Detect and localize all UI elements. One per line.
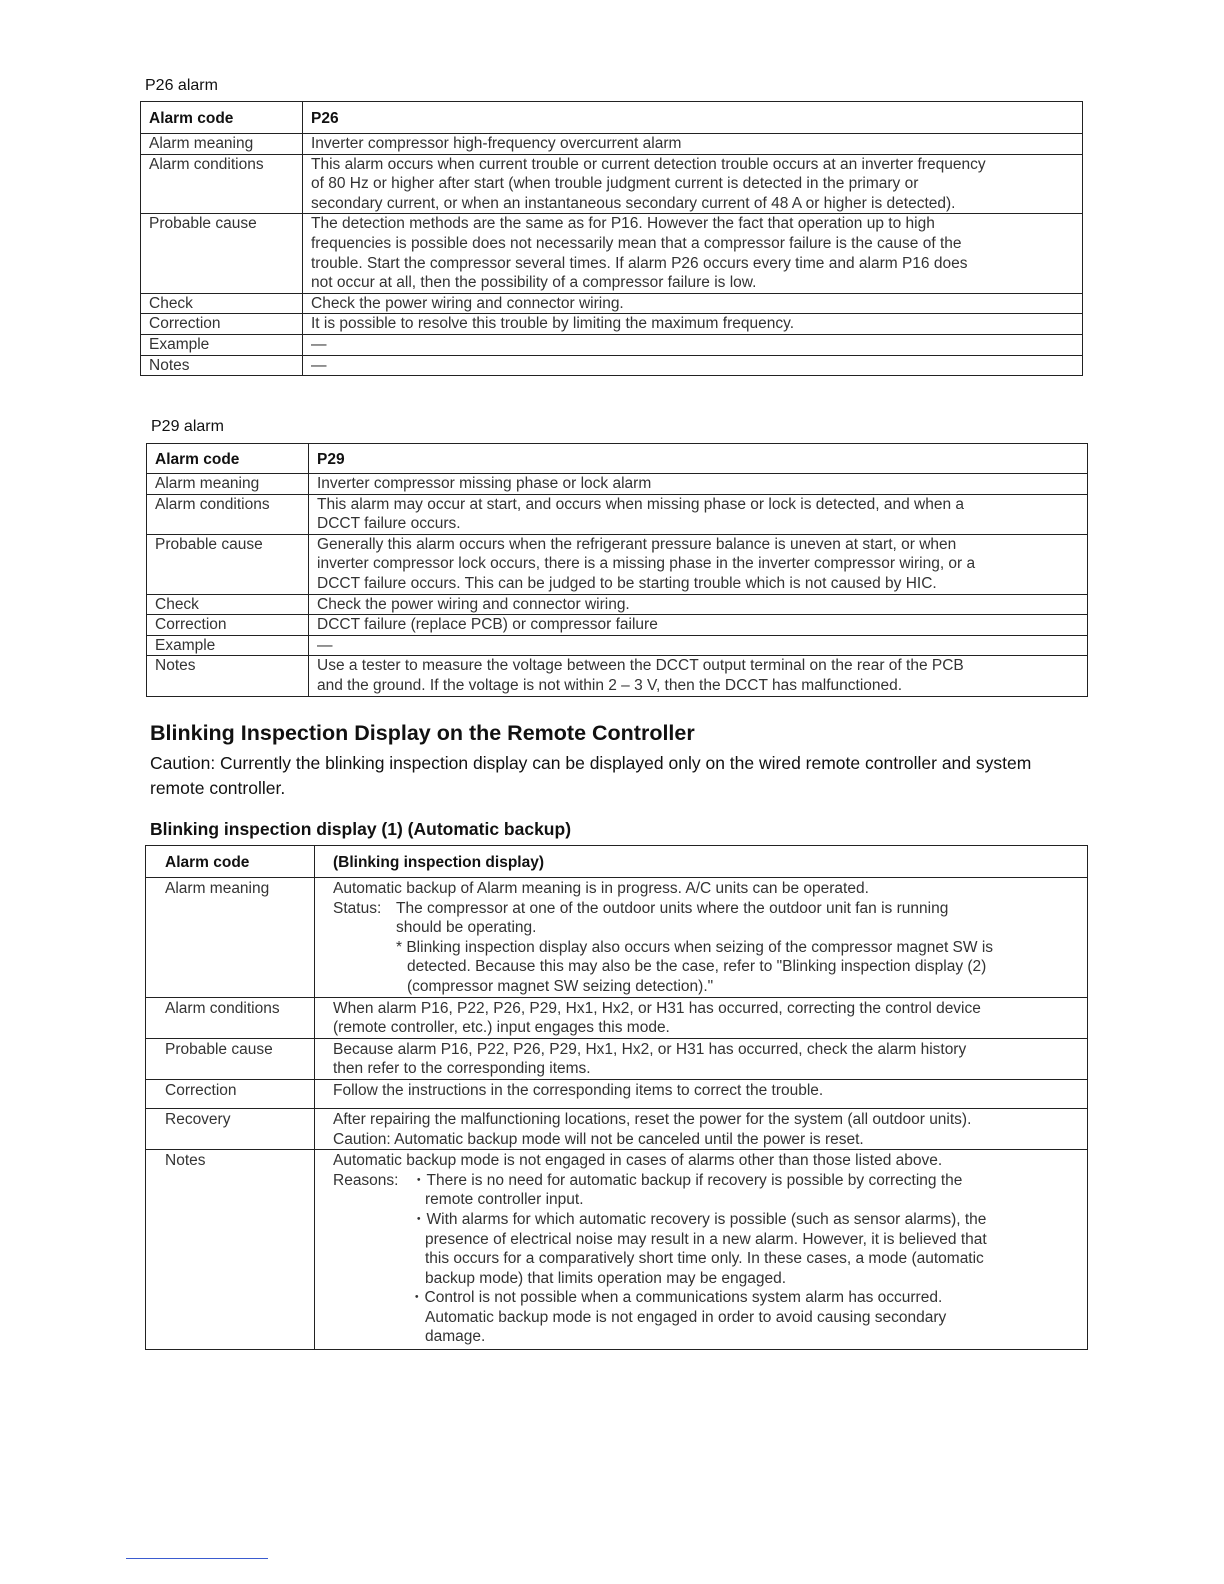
row-label: Probable cause <box>147 534 309 594</box>
table-row <box>146 1079 1088 1108</box>
table-row <box>141 154 1083 214</box>
row-value: It is possible to resolve this trouble by limiting the maximum frequency. <box>303 314 1083 335</box>
header-label: Alarm code <box>146 846 315 878</box>
table-row <box>147 494 1088 534</box>
table-row <box>147 534 1088 594</box>
row-label: Example <box>147 635 309 656</box>
row-value: When alarm P16, P22, P26, P29, Hx1, Hx2, or H31 has occurred, correcting the control device (remote controller, etc.) input engages this mode. <box>315 997 1088 1038</box>
header-value: (Blinking inspection display) <box>315 846 1088 878</box>
row-value: This alarm may occur at start, and occurs when missing phase or lock is detected, and when a DCCT failure occurs. <box>309 494 1088 534</box>
blinking-inspection-table <box>145 845 1088 1350</box>
caution-text: Caution: Currently the blinking inspection display can be displayed only on the wired remote controller and system remote controller. <box>150 753 1032 798</box>
table-row <box>147 656 1088 696</box>
table-row <box>147 474 1088 495</box>
p26-heading: P26 alarm <box>145 77 218 94</box>
p29-heading: P29 alarm <box>151 418 224 435</box>
alarm-code-value: P29 <box>309 444 1088 474</box>
row-label: Recovery <box>146 1108 315 1149</box>
table-row <box>146 1038 1088 1079</box>
row-label: Check <box>147 594 309 615</box>
row-label: Notes <box>147 656 309 696</box>
table-row <box>146 1150 1088 1350</box>
row-label: Alarm conditions <box>141 154 303 214</box>
row-value: Automatic backup mode is not engaged in cases of alarms other than those listed above. Reasons: ・There is no need for automatic backup if recovery is possible by correcting the remote controller input. ・With alarms for which automatic recovery is possible (such as sensor alarms), the presence of electrical noise may result in a new alarm. However, it is believed that this occurs for a comparatively short time only. In these cases, a mode (automatic backup mode) that limits operation may be engaged. ・Control is not possible when a communications system alarm has occurred. Automatic backup mode is not engaged in order to avoid causing secondary damage. <box>315 1150 1088 1350</box>
row-value: — <box>303 355 1083 376</box>
row-value: Check the power wiring and connector wiring. <box>309 594 1088 615</box>
table-row <box>141 334 1083 355</box>
table-row <box>146 1108 1088 1149</box>
row-value: Automatic backup of Alarm meaning is in progress. A/C units can be operated. Status: The compressor at one of the outdoor units where the outdoor unit fan is running should be operating. * Blinking inspection display also occurs when seizing of the compressor magnet SW is detected. Because this may also be the case, refer to "Blinking inspection display (2) (compressor magnet SW seizing detection)." <box>315 878 1088 998</box>
row-label: Notes <box>141 355 303 376</box>
header-label: Alarm code <box>147 444 309 474</box>
row-label: Alarm conditions <box>147 494 309 534</box>
p26-alarm-table <box>140 101 1083 376</box>
row-label: Correction <box>141 314 303 335</box>
table-row <box>146 878 1088 998</box>
row-label: Correction <box>146 1079 315 1108</box>
row-value: The detection methods are the same as for P16. However the fact that operation up to high frequencies is possible does not necessarily mean that a compressor failure is the cause of the trouble. Start the compressor several times. If alarm P26 occurs every time and alarm P16 does not occur at all, then the possibility of a compressor failure is low. <box>303 214 1083 293</box>
table-header-row <box>146 846 1088 878</box>
table-row <box>141 314 1083 335</box>
row-value: DCCT failure (replace PCB) or compressor failure <box>309 615 1088 636</box>
row-value: Inverter compressor high-frequency overcurrent alarm <box>303 134 1083 155</box>
row-value: Generally this alarm occurs when the refrigerant pressure balance is uneven at start, or when inverter compressor lock occurs, there is a missing phase in the inverter compressor wiring, or a DCCT failure occurs. This can be judged to be starting trouble which is not caused by HIC. <box>309 534 1088 594</box>
table-row <box>146 997 1088 1038</box>
row-label: Alarm conditions <box>146 997 315 1038</box>
row-label: Notes <box>146 1150 315 1350</box>
table-row <box>141 293 1083 314</box>
table-row <box>147 594 1088 615</box>
table-header-row <box>141 102 1083 134</box>
row-label: Alarm meaning <box>146 878 315 998</box>
row-label: Correction <box>147 615 309 636</box>
row-value: Follow the instructions in the corresponding items to correct the trouble. <box>315 1079 1088 1108</box>
page-section-title: Blinking Inspection Display on the Remote Controller <box>150 721 695 745</box>
p29-alarm-table <box>146 443 1088 697</box>
row-label: Probable cause <box>146 1038 315 1079</box>
alarm-code-value: P26 <box>303 102 1083 134</box>
row-value: — <box>303 334 1083 355</box>
row-label: Alarm meaning <box>141 134 303 155</box>
row-label: Check <box>141 293 303 314</box>
row-value: Inverter compressor missing phase or lock alarm <box>309 474 1088 495</box>
table-row <box>147 615 1088 636</box>
subsection-title: Blinking inspection display (1) (Automatic backup) <box>150 819 572 839</box>
table-row <box>141 214 1083 293</box>
header-label: Alarm code <box>141 102 303 134</box>
row-value: — <box>309 635 1088 656</box>
row-value: Because alarm P16, P22, P26, P29, Hx1, Hx2, or H31 has occurred, check the alarm history then refer to the corresponding items. <box>315 1038 1088 1079</box>
table-row <box>147 635 1088 656</box>
row-value: Use a tester to measure the voltage between the DCCT output terminal on the rear of the PCB and the ground. If the voltage is not within 2 – 3 V, then the DCCT has malfunctioned. <box>309 656 1088 696</box>
row-value: This alarm occurs when current trouble or current detection trouble occurs at an inverter frequency of 80 Hz or higher after start (when trouble judgment current is detected in the primary or secondary current, or when an instantaneous secondary current of 48 A or higher is detected). <box>303 154 1083 214</box>
table-row <box>141 134 1083 155</box>
footnote-rule <box>126 1558 268 1559</box>
table-row <box>141 355 1083 376</box>
table-header-row <box>147 444 1088 474</box>
row-label: Alarm meaning <box>147 474 309 495</box>
row-label: Example <box>141 334 303 355</box>
row-label: Probable cause <box>141 214 303 293</box>
row-value: Check the power wiring and connector wiring. <box>303 293 1083 314</box>
row-value: After repairing the malfunctioning locations, reset the power for the system (all outdoor units). Caution: Automatic backup mode will not be canceled until the power is reset. <box>315 1108 1088 1149</box>
